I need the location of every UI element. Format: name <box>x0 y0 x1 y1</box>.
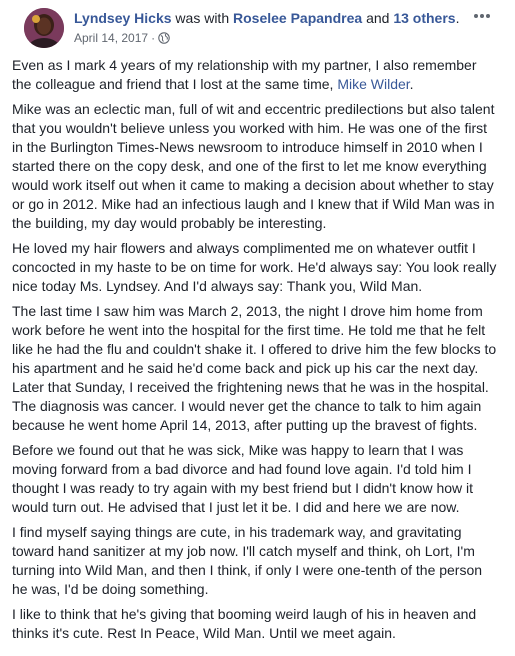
date-separator: · <box>151 31 156 45</box>
and-text: and <box>366 10 390 26</box>
dot <box>474 14 478 18</box>
paragraph-1 <box>12 56 499 94</box>
avatar-image <box>24 8 64 48</box>
header-line <box>74 9 463 27</box>
paragraph-4: The last time I saw him was March 2, 2013, the night I drove him home from work before he went into the hospital for the first time. He told me that he felt like he had the flu and couldn't shake it. I offered to drive him the few blocks to his apartment and he said he'd come back and pick up his car the next day. Later that Sunday, I received the frightening news that he was in the hospital. The diagnosis was cancer. I would never get the chance to talk to him again because he went home April 14, 2013, after putting up the bravest of fights. <box>12 303 497 433</box>
with-text: was with <box>175 10 230 26</box>
post-body <box>12 54 503 643</box>
more-options-icon[interactable] <box>471 8 493 24</box>
header-text <box>74 9 463 46</box>
paragraph-7: I like to think that he's giving that booming weird laugh of his in heaven and thinks it's cute. Rest In Peace, Wild Man. Until we meet again. <box>12 606 477 641</box>
author-avatar[interactable] <box>24 8 64 48</box>
author-name[interactable]: Lyndsey Hicks <box>74 10 172 26</box>
others-link[interactable]: 13 others <box>393 10 456 26</box>
globe-icon[interactable] <box>158 32 170 44</box>
post-date[interactable]: April 14, 2017 <box>74 31 149 45</box>
header-period: . <box>455 10 460 26</box>
paragraph-5: Before we found out that he was sick, Mike was happy to learn that I was moving forward from a bad divorce and had found love again. I'd told him I thought I was ready to try again with my best friend but I didn't know how it would turn out. He advised that I just let it be. I did and here we are now. <box>12 442 474 515</box>
tagged-person-link[interactable]: Roselee Papandrea <box>233 10 363 26</box>
paragraph-3: He loved my hair flowers and always complimented me on whatever outfit I concocted in my haste to be on time for work. He'd always say: You look really nice today Ms. Lyndsey. And I'd always say: Thank you, Wild Man. <box>12 240 497 294</box>
post-meta <box>74 30 463 46</box>
paragraph-6: I find myself saying things are cute, in his trademark way, and gravitating toward hand sanitizer at my job now. I'll catch myself and think, oh Lort, I'm turning into Wild Man, and then I think, if only I were one-tenth of the person he was, I'd be doing something. <box>12 524 483 597</box>
dot <box>480 14 484 18</box>
mention-link[interactable]: Mike Wilder <box>337 76 410 92</box>
post-header <box>12 0 503 54</box>
paragraph-text: Even as I mark 4 years of my relationship with my partner, I also remember the colleague and friend that I lost at the same time, <box>12 57 477 92</box>
paragraph-2: Mike was an eclectic man, full of wit and eccentric predilections but also talent that you wouldn't believe unless you worked with him. He was one of the first in the Burlington Times-News newsroom to introduce himself in 2010 when I started there on the copy desk, and one of the first to let me know everything would work itself out when it came to making a decision about whether to stay or go in 2012. Mike had an infectious laugh and I knew that if Wild Man was in the building, my day would probably be interesting. <box>12 101 495 231</box>
dot <box>486 14 490 18</box>
paragraph-end: . <box>409 76 414 92</box>
